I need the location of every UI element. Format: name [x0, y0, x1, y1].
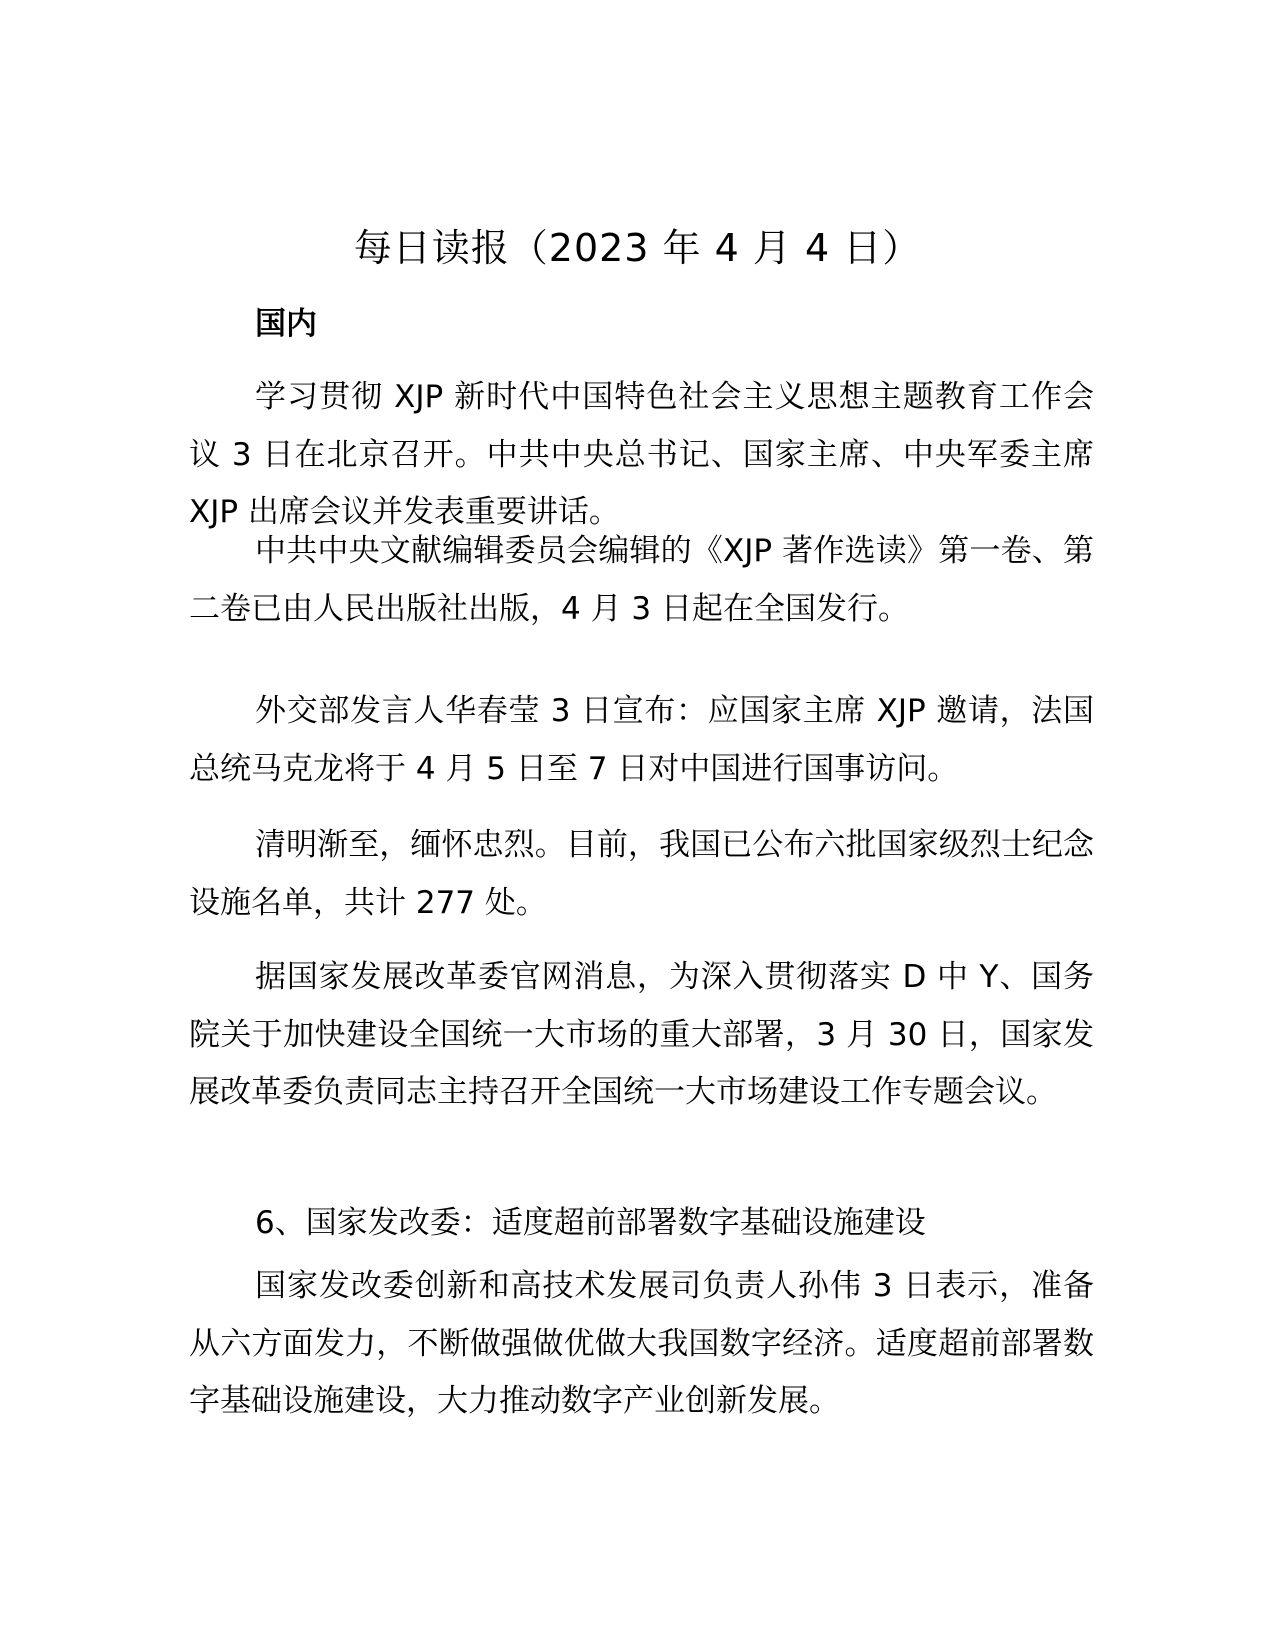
paragraph-martyrs-memorials: 清明渐至，缅怀忠烈。目前，我国已公布六批国家级烈士纪念设施名单，共计 277 处。 [189, 827, 1094, 921]
paragraph-selected-works: 中共中央文献编辑委员会编辑的《XJP 著作选读》第一卷、第二卷已由人民出版社出版，4 月 3 日起在全国发行。 [189, 533, 1094, 627]
paragraph-heading-digital-infrastructure: 6、国家发改委：适度超前部署数字基础设施建设 [255, 1205, 926, 1241]
paragraph-digital-economy: 国家发改委创新和高技术发展司负责人孙伟 3 日表示，准备从六方面发力，不断做强做优做大我国数字经济。适度超前部署数字基础设施建设，大力推动数字产业创新发展。 [189, 1268, 1094, 1419]
paragraph-unified-market-meeting: 据国家发展改革委官网消息，为深入贯彻落实 D 中 Y、国务院关于加快建设全国统一大市场的重大部署，3 月 30 日，国家发展改革委负责同志主持召开全国统一大市场建设工作专题会议。 [189, 959, 1094, 1110]
paragraph-theme-education-meeting: 学习贯彻 XJP 新时代中国特色社会主义思想主题教育工作会议 3 日在北京召开。中共中央总书记、国家主席、中央军委主席 XJP 出席会议并发表重要讲话。 [189, 379, 1094, 530]
document-title: 每日读报（2023 年 4 月 4 日） [353, 226, 922, 270]
section-heading-domestic: 国内 [255, 306, 317, 342]
paragraph-macron-visit: 外交部发言人华春莹 3 日宣布：应国家主席 XJP 邀请，法国总统马克龙将于 4 月 5 日至 7 日对中国进行国事访问。 [189, 693, 1094, 787]
